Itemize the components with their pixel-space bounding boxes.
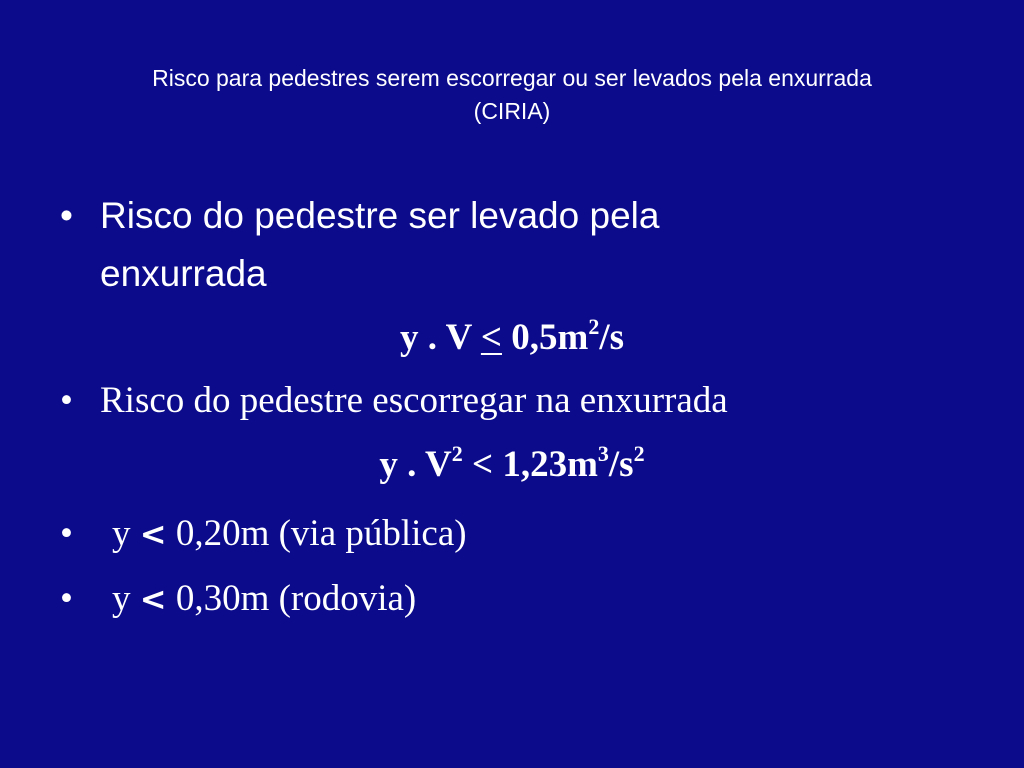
formula-1-operator: < [480,317,502,358]
bullet-item-4 [60,570,960,628]
bullet-2-text: Risco do pedestre escorregar na enxurrada [100,380,728,421]
formula-1-tail: /s [599,317,624,358]
bullet-1-line-1: Risco do pedestre ser levado pela [100,195,660,236]
bullet-4-pre: y [112,578,140,619]
formula-2 [0,436,1024,494]
bullet-3-pre: y [112,513,140,554]
bullet-icon: • [60,380,73,421]
bullet-3-operator: < [139,515,167,553]
formula-2-rhs: 1,23m [502,444,598,485]
formula-1-rhs: 0,5m [501,317,589,358]
bullet-item-1 [60,187,960,303]
formula-2-lhs: y . V [379,444,452,485]
slide-title [40,62,984,128]
bullet-4-text [112,570,952,628]
bullet-icon: • [60,513,73,554]
formula-1-exponent: 2 [588,313,600,339]
formula-2-operator: < [462,444,503,485]
bullet-3-post: 0,20m (via pública) [166,513,467,554]
title-line-1: Risco para pedestres serem escorregar ou ser levados pela enxurrada [152,65,872,91]
bullet-1-line-2: enxurrada [100,253,267,294]
formula-2-mid: /s [608,444,634,485]
bullet-4-post: 0,30m (rodovia) [166,578,417,619]
bullet-4-operator: < [139,580,167,618]
title-line-2: (CIRIA) [473,98,551,124]
formula-2-exponent-1: 2 [451,440,463,466]
formula-2-exponent-3: 2 [633,440,645,466]
bullet-3-text [112,505,952,563]
formula-1 [0,309,1024,367]
bullet-1-text [100,187,940,303]
bullet-item-2 [60,372,960,430]
bullet-item-3 [60,505,960,563]
bullet-icon: • [60,195,73,236]
bullet-icon: • [60,578,73,619]
formula-2-exponent-2: 3 [597,440,609,466]
formula-1-lhs: y . V [400,317,481,358]
